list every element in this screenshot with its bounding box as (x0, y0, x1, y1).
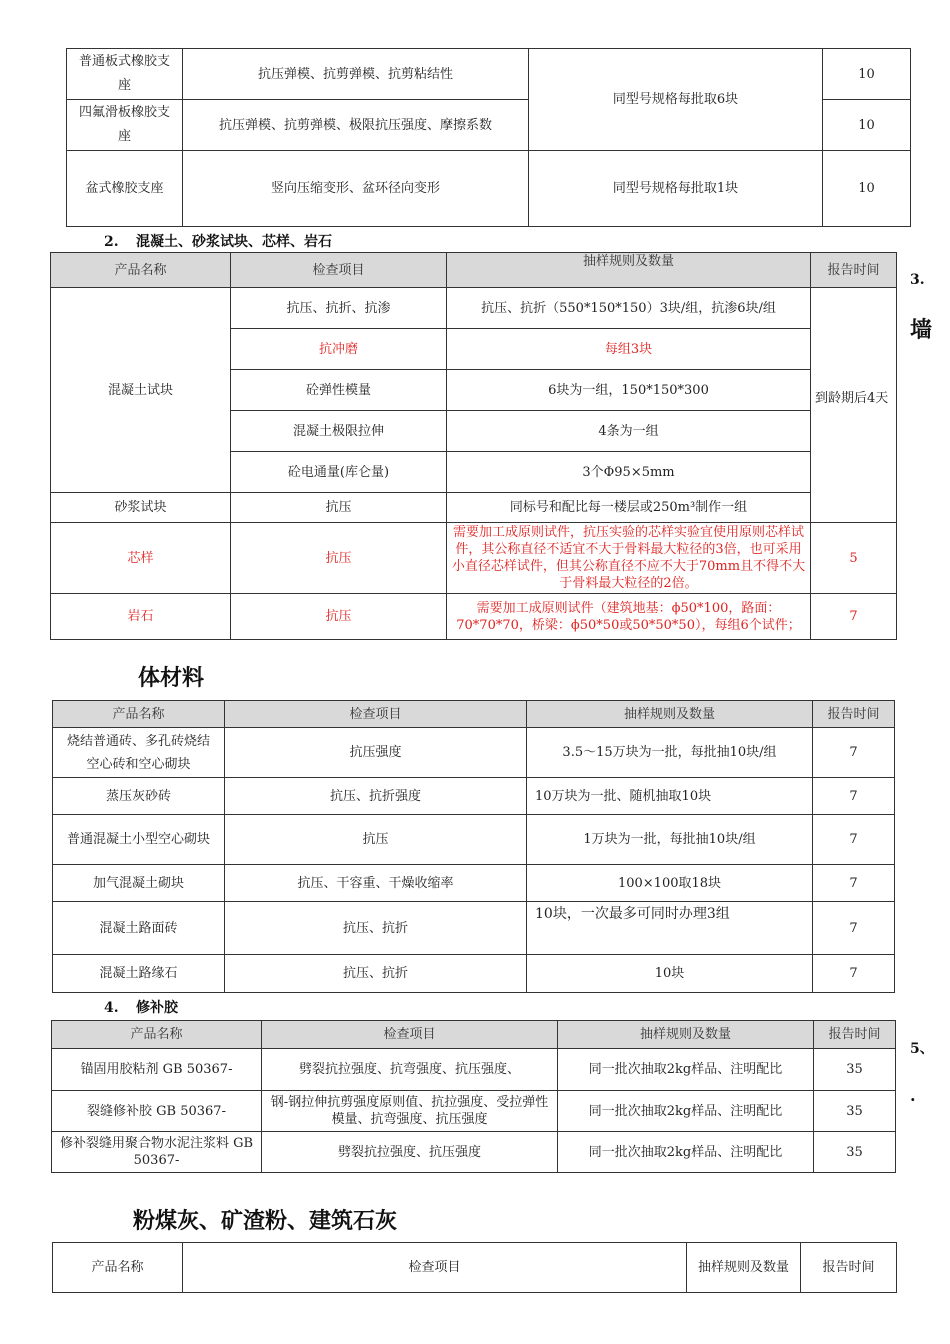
report-time: 到龄期后4天 (811, 288, 897, 523)
header-product: 产品名称 (53, 1243, 183, 1293)
table-row (53, 955, 895, 993)
check-items: 抗压强度 (225, 728, 527, 778)
table-row (51, 523, 897, 594)
table-row (53, 865, 895, 902)
table-row (53, 778, 895, 815)
check-items: 砼弹性模量 (231, 370, 447, 411)
section-heading-5: 粉煤灰、矿渣粉、建筑石灰 (133, 1208, 398, 1234)
product-name: 砂浆试块 (51, 493, 231, 523)
report-time: 7 (813, 728, 895, 778)
product-name: 盆式橡胶支座 (67, 151, 183, 227)
report-time: 7 (813, 865, 895, 902)
header-sampling: 抽样规则及数量 (527, 701, 813, 728)
table-row (53, 815, 895, 865)
report-time: 10 (823, 49, 911, 100)
header-sampling: 抽样规则及数量 (687, 1243, 801, 1293)
table-row (52, 1091, 896, 1132)
product-name: 四氟滑板橡胶支座 (67, 100, 183, 151)
check-items: 砼电通量(库仑量) (231, 452, 447, 493)
table-row (52, 1049, 896, 1091)
header-time: 报告时间 (814, 1021, 896, 1049)
table-row (51, 594, 897, 640)
check-items: 抗压、抗折 (225, 902, 527, 955)
sampling-rule: 需要加工成原则试件（建筑地基：ϕ50*100，路面：70*70*70，桥梁：ϕ50*50或50*50*50），每组6个试件； (447, 594, 811, 640)
sampling-rule: 3个Φ95×5mm (447, 452, 811, 493)
concrete-table (50, 252, 897, 640)
header-sampling: 抽样规则及数量 (447, 253, 811, 288)
check-items: 抗压弹模、抗剪弹模、抗剪粘结性 (183, 49, 529, 100)
flyash-table (52, 1242, 897, 1293)
report-time: 10 (823, 151, 911, 227)
product-name: 芯样 (51, 523, 231, 594)
check-items: 抗冲磨 (231, 329, 447, 370)
check-items: 劈裂抗拉强度、抗弯强度、抗压强度、 (262, 1049, 558, 1091)
product-name: 混凝土试块 (51, 288, 231, 493)
header-time: 报告时间 (813, 701, 895, 728)
product-name: 岩石 (51, 594, 231, 640)
header-product: 产品名称 (53, 701, 225, 728)
report-time: 35 (814, 1049, 896, 1091)
check-items: 竖向压缩变形、盆环径向变形 (183, 151, 529, 227)
sampling-rule: 抗压、抗折（550*150*150）3块/组，抗渗6块/组 (447, 288, 811, 329)
header-items: 检查项目 (183, 1243, 687, 1293)
sampling-rule: 同型号规格每批取1块 (529, 151, 823, 227)
table-header-row (53, 1243, 897, 1293)
sampling-rule: 100×100取18块 (527, 865, 813, 902)
table-row (53, 902, 895, 955)
report-time: 7 (811, 594, 897, 640)
report-time: 7 (813, 955, 895, 993)
sampling-rule: 每组3块 (447, 329, 811, 370)
sampling-rule: 需要加工成原则试件，抗压实验的芯样实验宜使用原则芯样试件，其公称直径不适宜不大于骨料最大粒径的3倍，也可采用小直径芯样试件，但其公称直径不应不大于70mm且不得不大于骨料最大粒径的2倍。 (447, 523, 811, 594)
repair-adhesive-table (51, 1020, 896, 1173)
product-name: 普通板式橡胶支座 (67, 49, 183, 100)
product-name: 混凝土路面砖 (53, 902, 225, 955)
sampling-rule: 4条为一组 (447, 411, 811, 452)
check-items: 抗压、干容重、干燥收缩率 (225, 865, 527, 902)
report-time: 7 (813, 778, 895, 815)
check-items: 劈裂抗拉强度、抗压强度 (262, 1132, 558, 1173)
header-items: 检查项目 (231, 253, 447, 288)
sampling-rule: 同标号和配比每一楼层或250m³制作一组 (447, 493, 811, 523)
sampling-rule: 同一批次抽取2kg样品、注明配比 (558, 1049, 814, 1091)
product-name: 加气混凝土砌块 (53, 865, 225, 902)
table-row (67, 49, 911, 100)
table-row (52, 1132, 896, 1173)
section-heading-4: 4. 修补胶 (104, 1000, 178, 1016)
table-header-row (52, 1021, 896, 1049)
check-items: 抗压 (225, 815, 527, 865)
section-number-3: 3. (910, 272, 925, 288)
header-product: 产品名称 (52, 1021, 262, 1049)
product-name: 烧结普通砖、多孔砖烧结空心砖和空心砌块 (53, 728, 225, 778)
check-items: 抗压、抗折 (225, 955, 527, 993)
check-items: 抗压、抗折强度 (225, 778, 527, 815)
table-header-row (53, 701, 895, 728)
header-time: 报告时间 (801, 1243, 897, 1293)
sampling-rule: 10块，一次最多可同时办理3组 (527, 902, 813, 955)
table-row (51, 493, 897, 523)
sampling-rule: 1万块为一批，每批抽10块/组 (527, 815, 813, 865)
check-items: 抗压、抗折、抗渗 (231, 288, 447, 329)
report-time: 35 (814, 1132, 896, 1173)
sampling-rule: 10万块为一批、随机抽取10块 (527, 778, 813, 815)
report-time: 7 (813, 815, 895, 865)
section-number-5: 5、 (910, 1041, 934, 1057)
product-name: 修补裂缝用聚合物水泥注浆料 GB 50367- (52, 1132, 262, 1173)
section-dot-5: · (910, 1090, 916, 1109)
product-name: 蒸压灰砂砖 (53, 778, 225, 815)
header-time: 报告时间 (811, 253, 897, 288)
sampling-rule: 10块 (527, 955, 813, 993)
header-items: 检查项目 (225, 701, 527, 728)
table-row (51, 288, 897, 329)
section-heading-2: 2. 混凝土、砂浆试块、芯样、岩石 (104, 234, 332, 250)
header-sampling: 抽样规则及数量 (558, 1021, 814, 1049)
product-name: 裂缝修补胶 GB 50367- (52, 1091, 262, 1132)
sampling-rule: 同一批次抽取2kg样品、注明配比 (558, 1132, 814, 1173)
table-row (53, 728, 895, 778)
header-product: 产品名称 (51, 253, 231, 288)
check-items: 抗压 (231, 594, 447, 640)
product-name: 普通混凝土小型空心砌块 (53, 815, 225, 865)
section-heading-3-part1: 墙 (910, 317, 933, 343)
bearing-table (66, 48, 911, 227)
sampling-rule: 6块为一组，150*150*300 (447, 370, 811, 411)
report-time: 10 (823, 100, 911, 151)
check-items: 抗压 (231, 493, 447, 523)
wall-material-table (52, 700, 895, 993)
sampling-rule: 同一批次抽取2kg样品、注明配比 (558, 1091, 814, 1132)
report-time: 35 (814, 1091, 896, 1132)
table-header-row (51, 253, 897, 288)
table-row (67, 151, 911, 227)
check-items: 抗压 (231, 523, 447, 594)
section-heading-3-part2: 体材料 (138, 665, 205, 691)
product-name: 锚固用胶粘剂 GB 50367- (52, 1049, 262, 1091)
sampling-rule: 3.5～15万块为一批，每批抽10块/组 (527, 728, 813, 778)
check-items: 抗压弹模、抗剪弹模、极限抗压强度、摩擦系数 (183, 100, 529, 151)
check-items: 混凝土极限拉伸 (231, 411, 447, 452)
product-name: 混凝土路缘石 (53, 955, 225, 993)
sampling-rule: 同型号规格每批取6块 (529, 49, 823, 151)
report-time: 5 (811, 523, 897, 594)
header-items: 检查项目 (262, 1021, 558, 1049)
check-items: 钢-钢拉伸抗剪强度原则值、抗拉强度、受拉弹性模量、抗弯强度、抗压强度 (262, 1091, 558, 1132)
report-time: 7 (813, 902, 895, 955)
